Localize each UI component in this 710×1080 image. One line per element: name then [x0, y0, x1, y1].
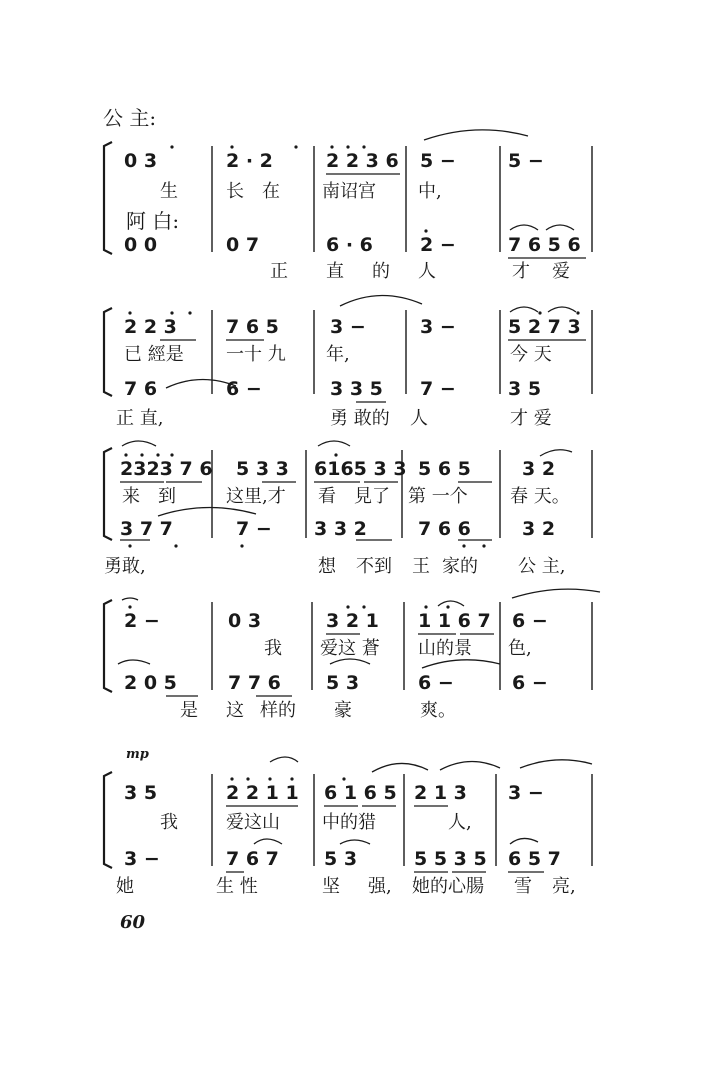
lyric-s2-c: 年,	[326, 344, 350, 365]
bracket-s3	[104, 448, 112, 540]
singer-label-princess: 公 主:	[103, 106, 157, 130]
lyric-s5-g: 坚	[322, 876, 340, 897]
notes-s3-b3: 3 3 2	[314, 518, 367, 540]
lyric-s2-e: 正 直,	[116, 408, 164, 429]
notes-s4-m3: 3 2 1	[326, 610, 379, 632]
lyric-s4-a: 我	[264, 638, 282, 659]
notes-s2-m5: 5 2 7 3	[508, 316, 581, 338]
notes-s5-b4: 5 5 3 5	[414, 848, 487, 870]
notes-s4-b3: 5 3	[326, 672, 360, 694]
lyric-s5-a: 我	[160, 812, 178, 833]
notes-s1-m3: 2 2 3 6	[326, 150, 399, 172]
notes-s2-b4: 7 −	[420, 378, 456, 400]
notes-s4-b1: 2 0 5	[124, 672, 177, 694]
lyric-s3-i: 王	[412, 556, 430, 577]
lyric-s1-f: 直	[326, 261, 344, 282]
lyric-s4-e: 是	[180, 700, 198, 721]
notes-s4-m2: 0 3	[228, 610, 262, 632]
notes-s5-b5: 6 5 7	[508, 848, 561, 870]
notes-s1-m5: 5 −	[508, 150, 544, 172]
lyric-s3-f: 勇敢,	[104, 556, 146, 577]
notes-s3-b1: 3 7 7	[120, 518, 173, 540]
lyric-s3-c: 看 見了	[318, 486, 390, 507]
lyric-s1-b: 长 在	[226, 181, 280, 202]
lyric-s2-f: 勇 敢的	[330, 408, 390, 429]
notes-s2-b5: 3 5	[508, 378, 542, 400]
lyric-s3-j: 家的	[442, 556, 478, 577]
notes-s2-m2: 7 6 5	[226, 316, 279, 338]
notes-s2-m4: 3 −	[420, 316, 456, 338]
barlines	[212, 146, 592, 866]
notes-s4-m5: 6 −	[512, 610, 548, 632]
lyric-s2-h: 才 爱	[510, 408, 552, 429]
notes-s4-b5: 6 −	[512, 672, 548, 694]
notes-s4-m4: 1 1 6 7	[418, 610, 491, 632]
bracket-s2	[104, 308, 112, 396]
singer-label-abai: 阿 白:	[126, 209, 180, 233]
slurs	[118, 130, 600, 844]
lyric-s5-f: 生 性	[216, 876, 258, 897]
lyric-s4-b: 爱这 蒼	[320, 638, 380, 659]
lyric-s3-b: 这里,才	[226, 486, 286, 507]
notes-s1-b4: 2 −	[420, 234, 456, 256]
notes-s3-m4: 5 6 5	[418, 458, 471, 480]
lyric-s1-e: 正	[270, 261, 288, 282]
notes-s1-m2: 2 · 2	[226, 150, 273, 172]
notes-s4-m1: 2 −	[124, 610, 160, 632]
notes-s5-m3: 6 1 6 5	[324, 782, 397, 804]
lyric-s1-i: 才	[512, 261, 530, 282]
notes-s4-b4: 6 −	[418, 672, 454, 694]
notes-s3-b2: 7 −	[236, 518, 272, 540]
notes-s1-m4: 5 −	[420, 150, 456, 172]
notes-s1-b2: 0 7	[226, 234, 260, 256]
notes-s2-m1: 2 2 3	[124, 316, 177, 338]
notes-s5-m1: 3 5	[124, 782, 158, 804]
lyric-s5-j: 雪	[514, 876, 532, 897]
lyric-s3-d: 第 一个	[408, 486, 468, 507]
notes-s1-b5: 7 6 5 6	[508, 234, 581, 256]
lyric-s2-g: 人	[410, 408, 428, 429]
lyric-s4-f: 这	[226, 700, 244, 721]
notes-s5-m5: 3 −	[508, 782, 544, 804]
notes-s2-b2: 6 −	[226, 378, 262, 400]
dynamic-mark: mp	[126, 747, 149, 762]
lyric-s5-i: 她的心腸	[412, 876, 484, 897]
notes-s5-b3: 5 3	[324, 848, 358, 870]
notes-s1-b1: 0 0	[124, 234, 158, 256]
lyric-s4-i: 爽。	[420, 700, 456, 721]
notes-s2-m3: 3 −	[330, 316, 366, 338]
notes-s3-b4: 7 6 6	[418, 518, 471, 540]
lyric-s5-k: 亮,	[552, 876, 576, 897]
page-number: 60	[120, 912, 146, 933]
lyric-s3-a: 来 到	[122, 486, 176, 507]
notes-s5-b2: 7 6 7	[226, 848, 279, 870]
notes-s3-b5: 3 2	[522, 518, 556, 540]
lyric-s4-h: 豪	[334, 700, 352, 721]
bracket-s5	[104, 772, 112, 868]
notes-s5-m4: 2 1 3	[414, 782, 467, 804]
lyric-s2-d: 今 天	[510, 344, 552, 365]
octave-dots	[124, 145, 579, 780]
lyric-s5-e: 她	[116, 876, 134, 897]
lyric-s5-h: 强,	[368, 876, 392, 897]
lyric-s4-c: 山的景	[418, 638, 472, 659]
notes-s3-m3: 6165 3 3	[314, 458, 407, 480]
notes-s1-m1: 0 3	[124, 150, 158, 172]
notes-s1-b3: 6 · 6	[326, 234, 373, 256]
notes-s2-b3: 3 3 5	[330, 378, 383, 400]
lyric-s4-g: 样的	[260, 700, 296, 721]
lyric-s3-k: 公 主,	[518, 556, 566, 577]
lyric-s4-d: 色,	[508, 638, 532, 659]
notes-s4-b2: 7 7 6	[228, 672, 281, 694]
lyric-s2-a: 已 經是	[124, 344, 184, 365]
lyric-s1-h: 人	[418, 261, 436, 282]
notes-s2-b1: 7 6	[124, 378, 158, 400]
system-brackets	[104, 142, 112, 868]
notes-s3-m2: 5 3 3	[236, 458, 289, 480]
lyric-s1-c: 南诏宫	[322, 181, 376, 202]
lyric-s1-d: 中,	[418, 181, 442, 202]
notes-s3-m5: 3 2	[522, 458, 556, 480]
lyric-s5-d: 人,	[448, 812, 472, 833]
notes-s5-m2: 2 2 1 1	[226, 782, 299, 804]
beam-underlines	[120, 174, 586, 872]
notes-s3-m1: 2323 7 6	[120, 458, 213, 480]
lyric-s1-a: 生	[160, 181, 178, 202]
lyric-s3-h: 不到	[356, 556, 392, 577]
lyric-s3-g: 想	[318, 556, 336, 577]
lyric-s3-e: 春 天。	[510, 486, 570, 507]
bracket-s1	[104, 142, 112, 254]
lyric-s5-c: 中的猎	[322, 812, 376, 833]
lyric-s1-j: 爱	[552, 261, 570, 282]
notes-s5-b1: 3 −	[124, 848, 160, 870]
lyric-s1-g: 的	[372, 261, 390, 282]
lyric-s5-b: 爱这山	[226, 812, 280, 833]
lyric-s2-b: 一十 九	[226, 344, 286, 365]
bracket-s4	[104, 600, 112, 692]
